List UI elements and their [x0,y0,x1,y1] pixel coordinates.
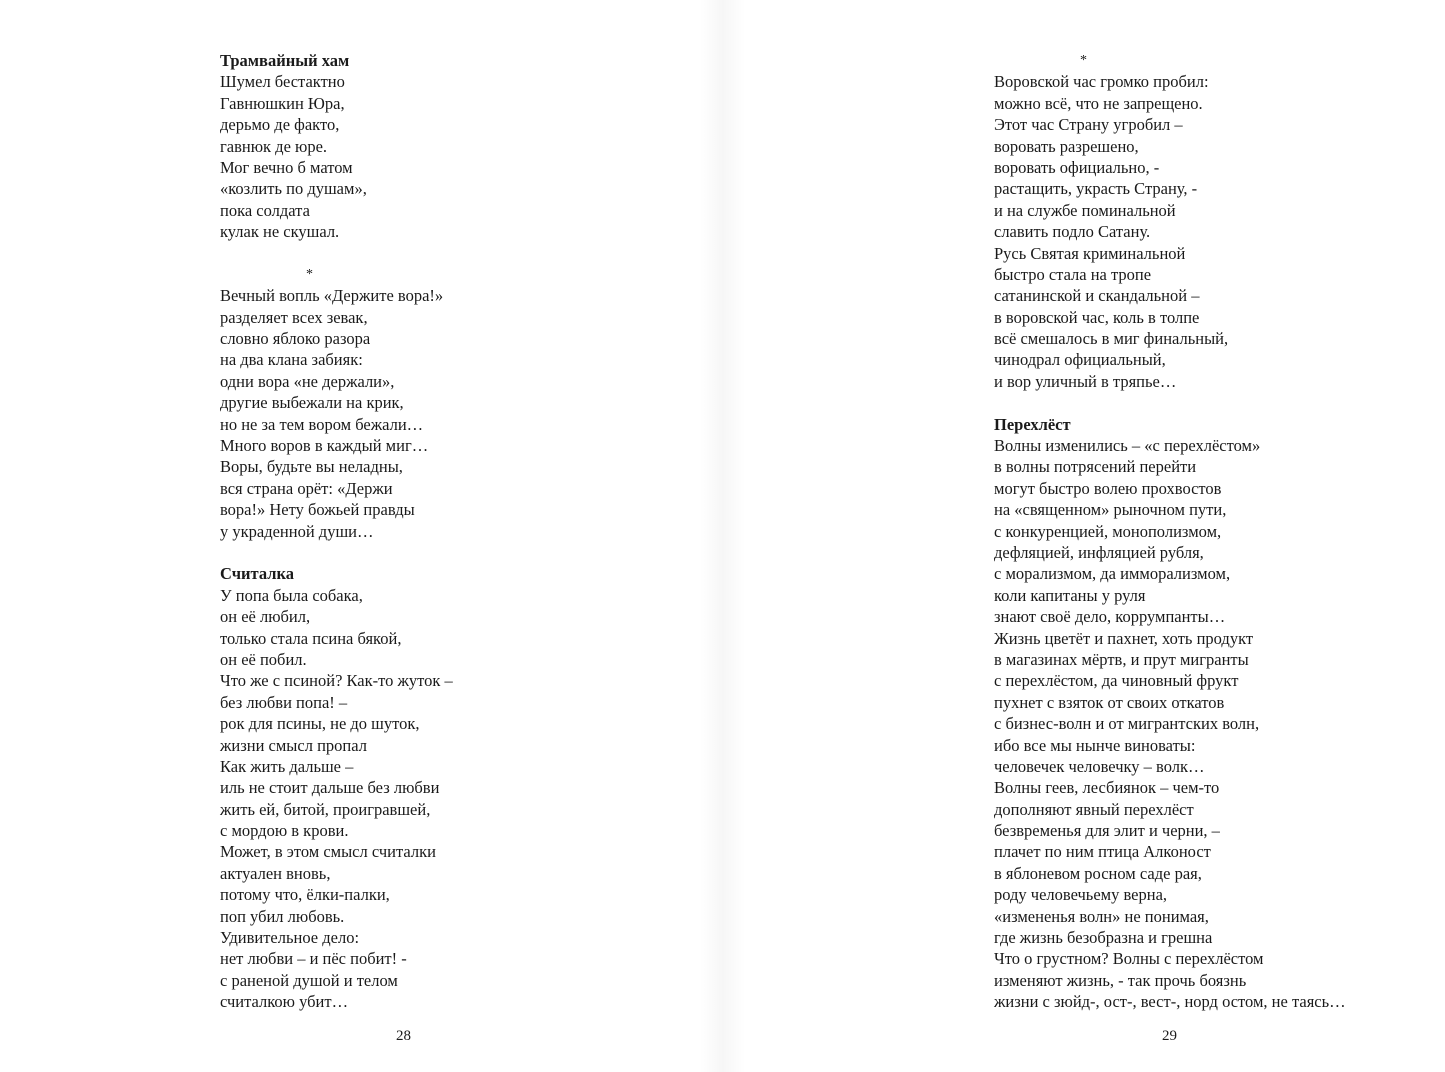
poem-line: воровать разрешено, [994,136,1139,156]
poem-line: где жизнь безобразна и грешна [994,928,1213,948]
poem-line: иль не стоит дальше без любви [220,778,440,798]
poem-line: рок для псины, не до шуток, [220,714,420,734]
poem-line: Как жить дальше – [220,756,354,776]
poem-line: он её любил, [220,607,311,627]
poem-line: разделяет всех зевак, [220,307,368,327]
poem-line: Воры, будьте вы неладны, [220,457,403,477]
poem-line: изменяют жизнь, - так прочь боязнь [994,970,1247,990]
poem-line: жить ей, битой, проигравшей, [220,799,431,819]
poem-line: Может, в этом смысл считалки [220,842,436,862]
poem-line: Удивительное дело: [220,928,360,948]
poem-line: в магазинах мёртв, и прут мигранты [994,649,1249,669]
poem-line: считалкою убит… [220,992,349,1012]
poem-line: другие выбежали на крик, [220,393,404,413]
poem-line: Воровской час громко пробил: [994,72,1209,92]
right-page [994,50,1414,1013]
poem-line: У попа была собака, [220,585,363,605]
poem-line: ибо все мы нынче виноваты: [994,735,1196,755]
poem-line: всё смешалось в миг финальный, [994,329,1229,349]
poem-line: актуален вновь, [220,863,331,883]
poem-line: жизни с зюйд-, ост-, вест-, норд остом, не таясь… [994,992,1346,1012]
poem-title: Трамвайный хам [220,51,350,70]
poem-line: жизни смысл пропал [220,735,367,755]
poem-line: Что о грустном? Волны с перехлёстом [994,949,1264,969]
poem-line: только стала псина бякой, [220,628,402,648]
poem-line: вся страна орёт: «Держи [220,478,393,498]
poem-line: могут быстро волею прохвостов [994,478,1222,498]
poem-line: плачет по ним птица Алконост [994,842,1211,862]
section-asterisk: * [306,266,313,282]
poem-line: с мордою в крови. [220,821,349,841]
poem-line: одни вора «не держали», [220,371,395,391]
poem-line: роду человечьему верна, [994,885,1168,905]
poem-line: можно всё, что не запрещено. [994,93,1203,113]
poem-line: в волны потрясений перейти [994,457,1197,477]
poem-line: пока солдата [220,200,310,220]
poem-line: Волны изменились – «с перехлёстом» [994,436,1261,456]
poem-line: дополняют явный перехлёст [994,799,1194,819]
poem-line: знают своё дело, коррумпанты… [994,607,1226,627]
poem-line: в яблоневом росном саде рая, [994,863,1202,883]
poem-line: с перехлёстом, да чиновный фрукт [994,671,1239,691]
poem-line: поп убил любовь. [220,906,345,926]
poem-line: нет любви – и пёс побит! - [220,949,407,969]
poem-line: Много воров в каждый миг… [220,436,429,456]
poem-line: дерьмо де факто, [220,115,340,135]
section-asterisk: * [1080,53,1087,68]
poem-line: словно яблоко разора [220,329,371,349]
poem-line: без любви попа! – [220,692,348,712]
poem-title: Перехлёст [994,414,1071,434]
poem-line: он её побил. [220,649,307,669]
page-number-right: 29 [1162,1028,1177,1044]
poem-line: с морализмом, да имморализмом, [994,564,1231,584]
poem-line: с бизнес-волн и от мигрантских волн, [994,714,1260,734]
poem-line: растащить, украсть Страну, - [994,179,1198,199]
poem-line: потому что, ёлки-палки, [220,885,390,905]
poem-line: и на службе поминальной [994,200,1176,220]
poem-title: Считалка [220,564,294,584]
poem-line: коли капитаны у руля [994,585,1146,605]
poem-line: с конкуренцией, монополизмом, [994,521,1222,541]
poem-line: пухнет с взяток от своих откатов [994,692,1225,712]
poem-line: «измененья волн» не понимая, [994,906,1209,926]
poem-line: у украденной души… [220,521,374,541]
poem-line: в воровской час, коль в толпе [994,307,1200,327]
poem-line: Русь Святая криминальной [994,243,1186,263]
poem-line: Что же с псиной? Как-то жуток – [220,671,453,691]
poem-line: дефляцией, инфляцией рубля, [994,542,1204,562]
poem-line: вора!» Нету божьей правды [220,500,415,520]
poem-line: Гавнюшкин Юра, [220,93,345,113]
left-page [220,50,640,1013]
poem-line: человечек человечку – волк… [994,756,1205,776]
poem-line: на два клана забияк: [220,350,363,370]
poem-line: быстро стала на тропе [994,264,1152,284]
poem-line: безвременья для элит и черни, – [994,821,1220,841]
poem-line: Этот час Страну угробил – [994,115,1183,135]
poem-line: но не за тем вором бежали… [220,414,424,434]
poem-line: Волны геев, лесбиянок – чем-то [994,778,1220,798]
poem-line: кулак не скушал. [220,222,340,242]
poem-line: с раненой душой и телом [220,970,398,990]
poem-line: Жизнь цветёт и пахнет, хоть продукт [994,628,1254,648]
poem-line: чинодрал официальный, [994,350,1166,370]
poem-line: и вор уличный в тряпье… [994,371,1177,391]
book-gutter-shadow [700,0,745,1072]
poem-line: славить подло Сатану. [994,222,1151,242]
poem-line: «козлить по душам», [220,179,367,199]
poem-line: воровать официально, - [994,157,1160,177]
poem-line: на «священном» рыночном пути, [994,500,1227,520]
poem-line: сатанинской и скандальной – [994,286,1200,306]
poem-line: Мог вечно б матом [220,157,353,177]
page-number-left: 28 [396,1028,411,1044]
poem-line: Шумел бестактно [220,72,345,92]
poem-line: гавнюк де юре. [220,136,328,156]
poem-line: Вечный вопль «Держите вора!» [220,286,444,306]
